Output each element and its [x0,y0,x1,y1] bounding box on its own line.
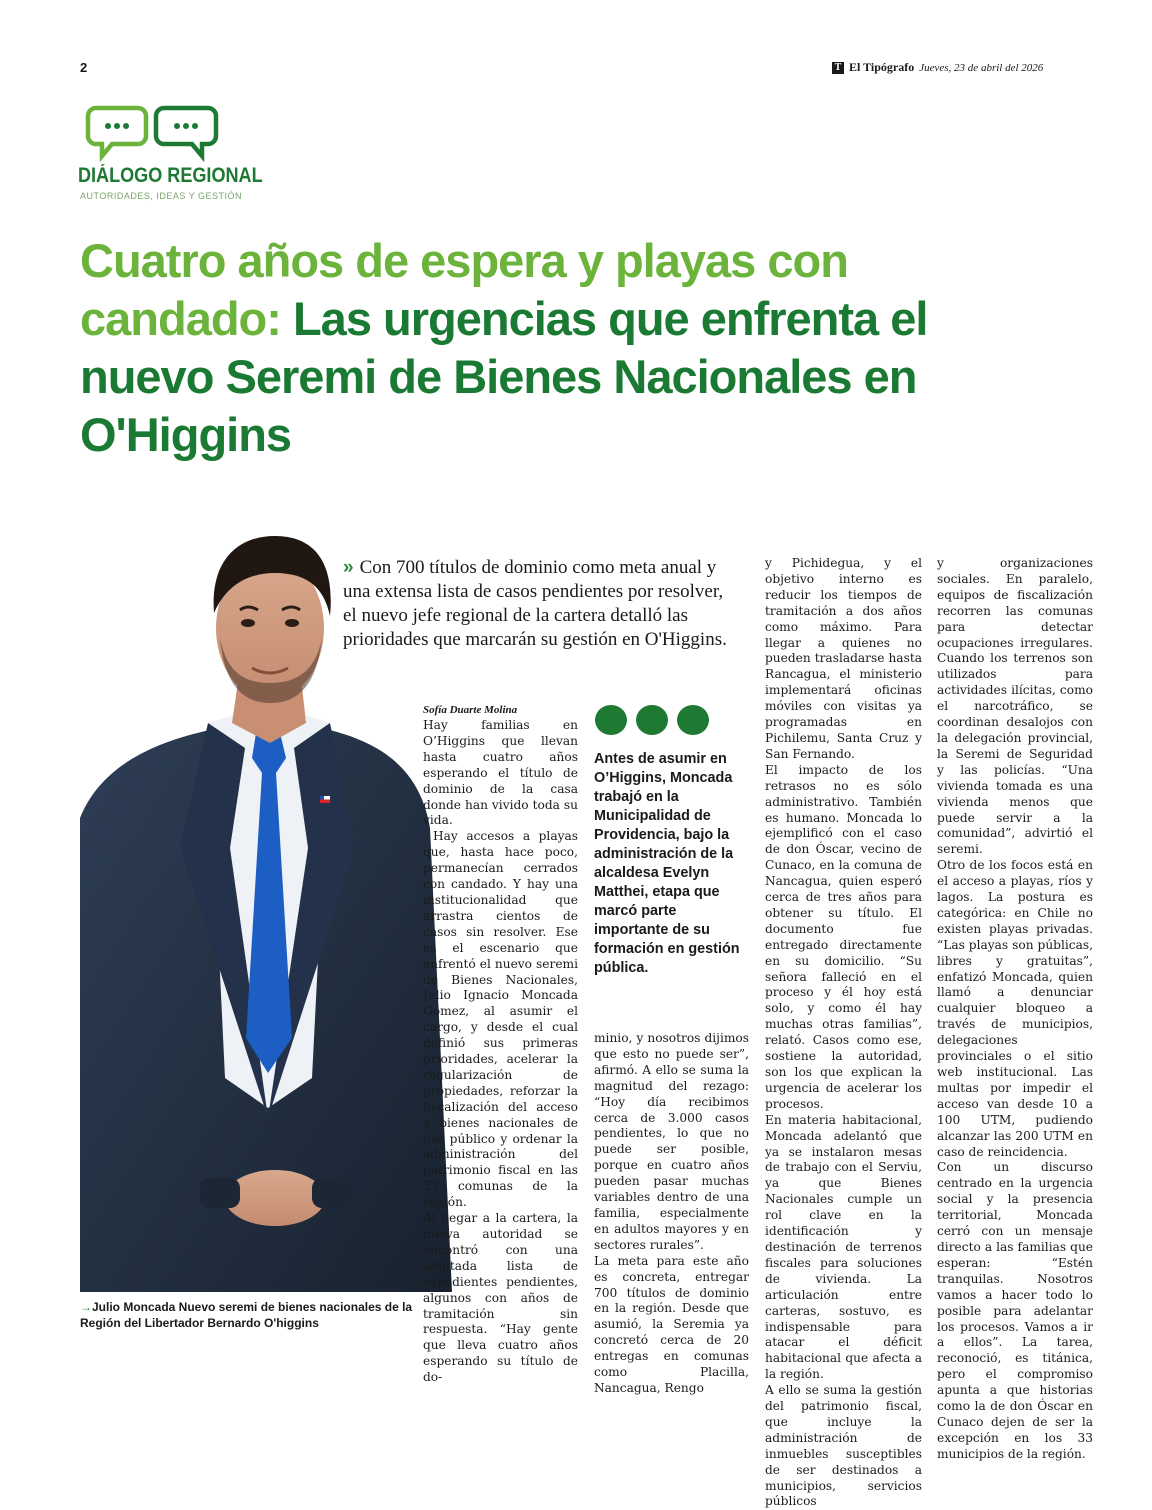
page-number: 2 [80,60,88,75]
headline-part-1: Cuatro años de espera y playas con candado: [80,234,848,345]
paragraph: La meta para este año es concreta, entregar 700 títulos de dominio en la región. Desde que asumió, la Seremia ya concretó cerca de 20 entregas en comunas como Placilla, Nancagua, Rengo [594,1253,749,1395]
section-subtitle: AUTORIDADES, IDEAS Y GESTIÓN [80,191,243,201]
paragraph: minio, y nosotros dijimos que esto no puede ser”, afirmó. A ello se suma la magnitud del rezago: “Hoy día recibimos cerca de 3.000 casos pendientes, lo que no puede ser posible, porque en cuatro años pueden pasar muchas variables dentro de una familia, especialmente en adultos mayores y en sectores rurales”. [594,1031,749,1252]
paragraph: y Pichidegua, y el objetivo interno es reducir los tiempos de tramitación a dos años como máximo. Para llegar a quienes no pueden trasladarse hasta Rancagua, el ministerio implementará oficinas móviles con visitas ya programadas en Pichilemu, Santa Cruz y San Fernando. [765,556,922,761]
body-column-4 [937,556,1093,1463]
pullquote: Antes de asumir en O’Higgins, Moncada trabajó en la Municipalidad de Providencia, bajo la administración de la alcaldesa Evelyn Matthei, etapa que marcó parte importante de su formación en gestión pública. [594,751,740,976]
paragraph: Otro de los focos está en el acceso a playas, ríos y lagos. La postura es categórica: en Chile no existen playas privadas. “Las playas son públicas, libres y gratuitas”, enfatizó Moncada, quien llamó a denunciar cualquier bloqueo a través de municipios, delegaciones provinciales o el sitio web institucional. Las multas por impedir el acceso van desde 10 a 100 UTM, pudiendo alcanzar las 200 UTM en caso de reincidencia. [937,858,1093,1159]
paragraph: y organizaciones sociales. En paralelo, equipos de fiscalización recorren las comunas para detectar ocupaciones irregulares. Cuando los terrenos son utilizados para actividades ilícitas, como el narcotráfico, se coordinan desalojos con la delegación provincial, la Seremi de Seguridad y las policías. “Una vivienda tomada es una vivienda menos que puede servir a la comunidad”, advirtió el seremi. [937,556,1093,857]
headline-part-2: Las urgencias que enfrenta el nuevo Seremi de Bienes Nacionales en O'Higgins [80,292,928,461]
byline: Sofía Duarte Molina [423,704,518,716]
masthead-logo: T [832,62,844,74]
issue-date: Jueves, 23 de abril del 2026 [919,61,1044,74]
photo-caption: →Julio Moncada Nuevo seremi de bienes nacionales de la Región del Libertador Bernardo O'higgins [80,1300,413,1330]
article-headline [80,232,1040,464]
paragraph: Hay accesos a playas que, hasta hace poco, permanecían cerrados con candado. Y hay una institucionalidad que arrastra cientos de casos sin resolver. Ese es el escenario que enfrentó el nuevo seremi de Bienes Nacionales, Julio Ignacio Moncada Gómez, al asumir el cargo, y desde el cual definió sus primeras prioridades, acelerar la regularización de propiedades, reforzar la fiscalización del acceso a bienes nacionales de uso público y ordenar la administración del patrimonio fiscal en las 33 comunas de la región. [423,829,578,1210]
section-title: DIÁLOGO REGIONAL [78,164,263,187]
paragraph: Al llegar a la cartera, la nueva autoridad se encontró con una abultada lista de expedientes pendientes, algunos con años de tramitación sin respuesta. “Hay gente que lleva cuatro años esperando su título de do- [423,1211,578,1385]
pullquote-dots-icon [594,704,714,736]
body-column-3 [765,556,922,1510]
paragraph: El impacto de los retrasos no es sólo administrativo. También es humano. Moncada lo ejemplificó con el caso de don Óscar, vecino de Cunaco, en la comuna de Nancagua, quien esperó cerca de tres años para obtener su título. El documento fue entregado directamente en su domicilio. “Su señora falleció en el proceso y él hoy está solo, y como él hay muchas otras familias”, relató. Casos como ese, sostiene la autoridad, son los que explican la urgencia de acelerar los procesos. [765,762,922,1111]
speech-bubbles-icon [78,100,248,162]
paragraph: A ello se suma la gestión del patrimonio fiscal, que incluye la administración de inmuebles susceptibles de ser destinados a municipios, servicios públicos [765,1383,922,1509]
paragraph: Hay familias en O’Higgins que llevan hasta cuatro años esperando el título de dominio de la casa donde han vivido toda su vida. [423,718,578,828]
body-column-1 [423,718,578,1386]
body-column-2 [594,1031,749,1397]
masthead [832,60,1043,75]
caption-text: Julio Moncada Nuevo seremi de bienes nacionales de la Región del Libertador Bernardo O'higgins [80,1300,413,1330]
article-lead [343,556,741,652]
lead-text: Con 700 títulos de dominio como meta anual y una extensa lista de casos pendientes por resolver, el nuevo jefe regional de la cartera detalló las prioridades que marcarán su gestión en O'Higgins. [343,557,727,650]
newspaper-name: El Tipógrafo [849,60,915,74]
paragraph: Con un discurso centrado en la urgencia social y la presencia territorial, Moncada cerró con un mensaje directo a las familias que esperan: “Estén tranquilas. Nosotros vamos a hacer todo lo posible para adelantar los procesos. Vamos a ir a ellos”. La tarea, reconoció, es titánica, pero el compromiso apunta a que historias como la de don Óscar en Cunaco dejen de ser la excepción en los 33 municipios de la región. [937,1160,1093,1461]
chevron-right-icon: » [343,557,354,578]
paragraph: En materia habitacional, Moncada adelantó que ya se instalaron mesas de trabajo con el Serviu, ya que Bienes Nacionales cumple un rol clave en la identificación y destinación de terrenos fiscales para soluciones de vivienda. La articulación entre carteras, sostuvo, es indispensable para atacar el déficit habitacional que afecta a la región. [765,1112,922,1382]
